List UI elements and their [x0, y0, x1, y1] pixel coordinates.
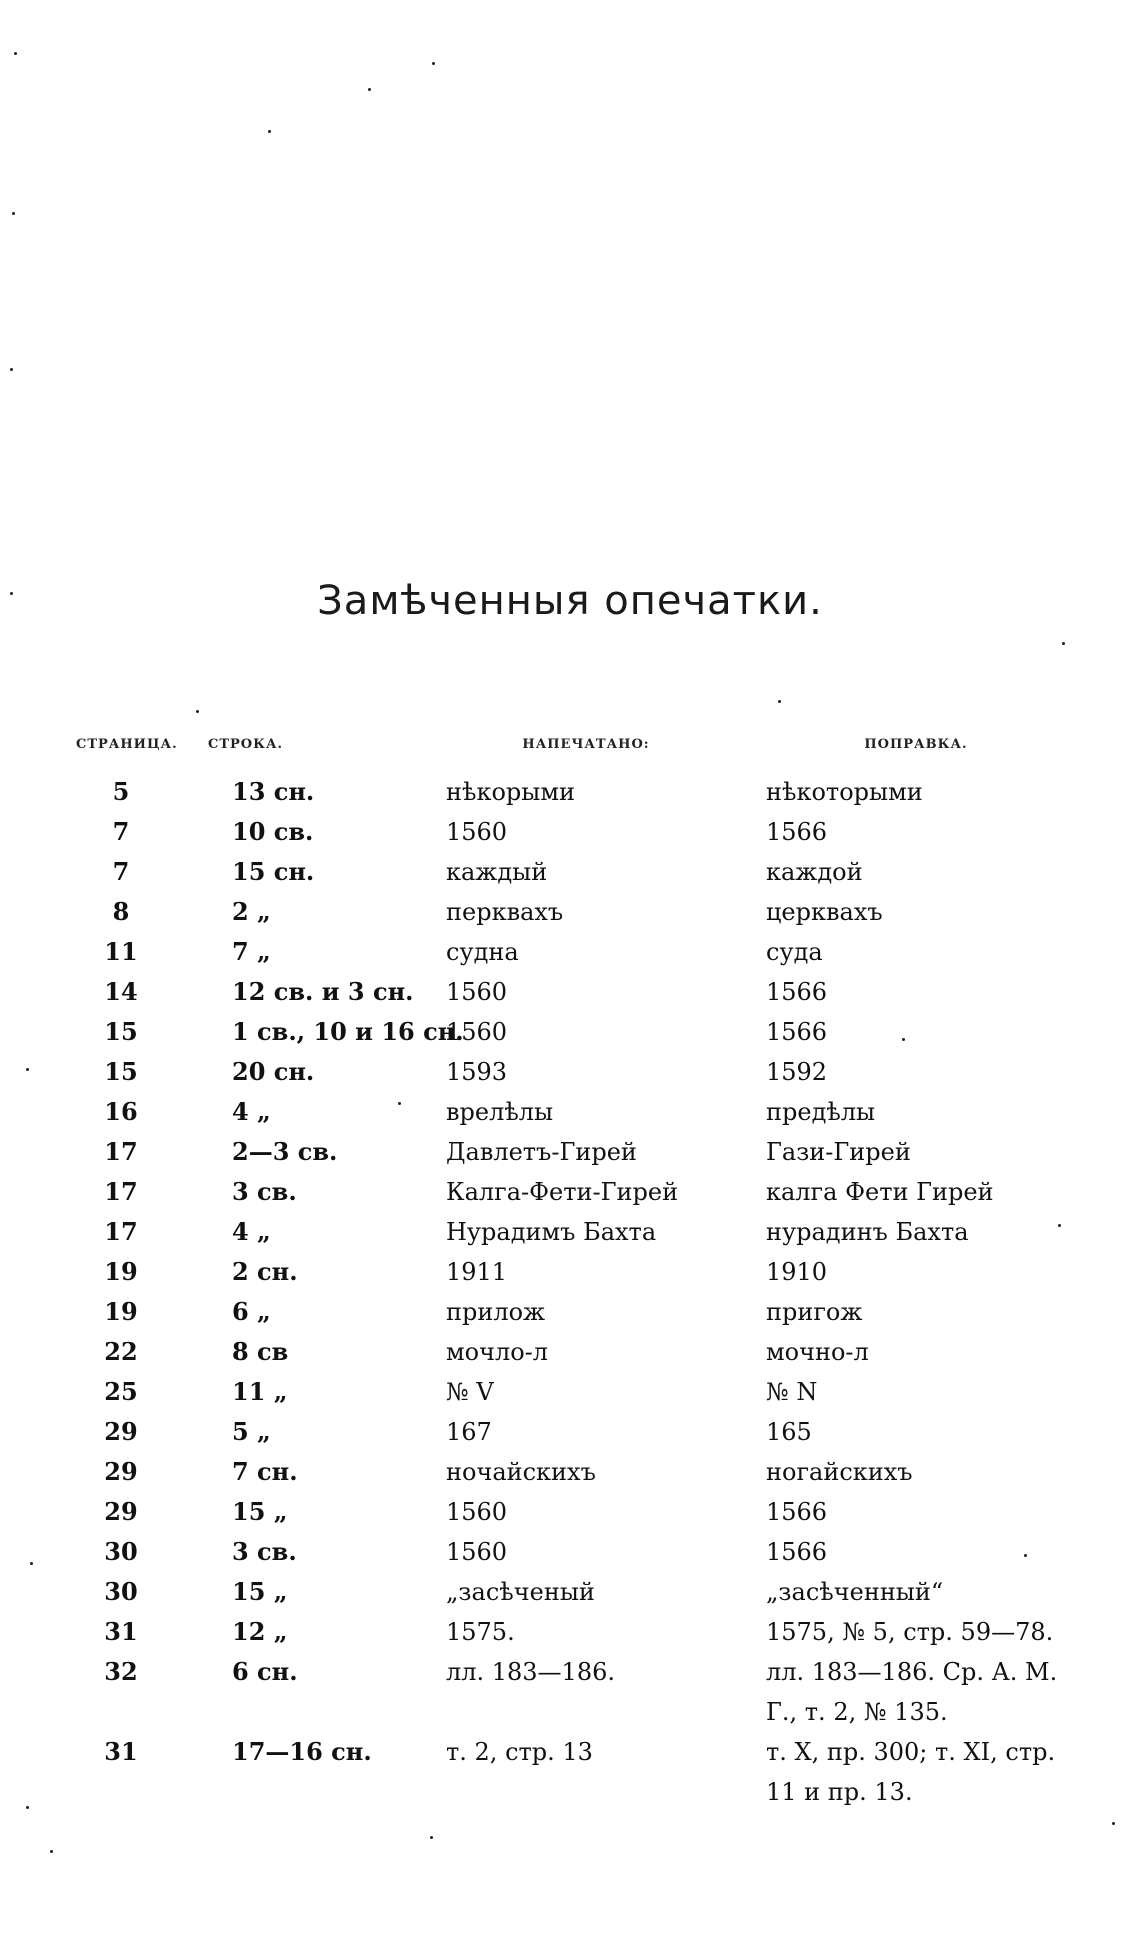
line-reference-cell: 2 „ [232, 897, 271, 926]
printed-text-cell: 1560 [446, 978, 508, 1006]
correction-text-cell: 1566 [766, 978, 828, 1006]
page-title: Замѣченныя опечатки. [317, 578, 823, 624]
line-reference-cell: 11 „ [232, 1377, 288, 1406]
page-number-cell: 11 [104, 937, 138, 966]
scan-speck [30, 1562, 33, 1565]
scan-speck [902, 1038, 905, 1041]
printed-text-cell: 1560 [446, 818, 508, 846]
correction-text-cell: каждой [766, 858, 863, 886]
line-reference-cell: 4 „ [232, 1217, 271, 1246]
scan-speck [778, 700, 781, 703]
table-row [76, 1092, 1086, 1132]
printed-text-cell: 1593 [446, 1058, 508, 1086]
line-reference-cell: 15 „ [232, 1577, 288, 1606]
line-reference-cell: 7 „ [232, 937, 271, 966]
printed-text-cell: „засѣченый [446, 1578, 595, 1606]
page-number-cell: 16 [104, 1097, 138, 1126]
printed-text-cell: Давлетъ-Гирей [446, 1138, 637, 1166]
scan-speck [398, 1102, 401, 1105]
scan-speck [12, 212, 15, 215]
printed-text-cell: лл. 183—186. [446, 1658, 615, 1686]
correction-text-cell: ногайскихъ [766, 1458, 913, 1486]
table-row [76, 772, 1086, 812]
correction-text-cell: 1910 [766, 1258, 828, 1286]
line-reference-cell: 3 св. [232, 1537, 297, 1566]
correction-text-cell: 1592 [766, 1058, 828, 1086]
correction-text-cell: 1575, № 5, стр. 59—78. [766, 1618, 1054, 1646]
page-number-cell: 29 [104, 1497, 138, 1526]
line-reference-cell: 10 св. [232, 817, 314, 846]
column-header-correction: ПОПРАВКА. [864, 737, 968, 752]
printed-text-cell: т. 2, стр. 13 [446, 1738, 593, 1766]
page-number-cell: 29 [104, 1417, 138, 1446]
page-number-cell: 25 [104, 1377, 138, 1406]
page-number-cell: 7 [112, 817, 130, 846]
printed-text-cell: 1560 [446, 1018, 508, 1046]
scan-speck [50, 1850, 53, 1853]
correction-text-cell: 1566 [766, 1498, 828, 1526]
scan-speck [26, 1068, 29, 1071]
page-number-cell: 22 [104, 1337, 138, 1366]
printed-text-cell: каждый [446, 858, 548, 886]
line-reference-cell: 13 сн. [232, 777, 315, 806]
correction-text-cell: 1566 [766, 1018, 828, 1046]
printed-text-cell: мочло-л [446, 1338, 549, 1366]
scan-speck [1062, 642, 1065, 645]
correction-text-cell: мочно-л [766, 1338, 869, 1366]
table-row [76, 1292, 1086, 1332]
correction-text-cell: т. X, пр. 300; т. XI, стр. 11 и пр. 13. [766, 1738, 1056, 1806]
page-number-cell: 15 [104, 1017, 138, 1046]
page-number-cell: 19 [104, 1257, 138, 1286]
correction-text-cell: нурадинъ Бахта [766, 1218, 969, 1246]
correction-text-cell: 1566 [766, 1538, 828, 1566]
page-number-cell: 8 [112, 897, 130, 926]
correction-text-cell: лл. 183—186. Ср. А. М. Г., т. 2, № 135. [766, 1658, 1058, 1726]
column-header-line: СТРОКА. [208, 737, 284, 752]
scan-speck [430, 1836, 433, 1839]
printed-text-cell: Нурадимъ Бахта [446, 1218, 657, 1246]
correction-text-cell: 165 [766, 1418, 812, 1446]
scan-speck [432, 62, 435, 65]
correction-text-cell: Гази-Гирей [766, 1138, 911, 1166]
printed-text-cell: 1911 [446, 1258, 508, 1286]
table-row [76, 1532, 1086, 1572]
line-reference-cell: 12 св. и 3 сн. [232, 977, 414, 1006]
table-row [76, 1332, 1086, 1372]
printed-text-cell: ночайскихъ [446, 1458, 596, 1486]
table-row [76, 852, 1086, 892]
line-reference-cell: 8 св [232, 1337, 289, 1366]
table-row [76, 1652, 1086, 1732]
page-number-cell: 15 [104, 1057, 138, 1086]
printed-text-cell: 167 [446, 1418, 492, 1446]
printed-text-cell: перквахъ [446, 898, 564, 926]
page-number-cell: 17 [104, 1177, 138, 1206]
column-header-printed: НАПЕЧАТАНО: [522, 737, 650, 752]
correction-text-cell: предѣлы [766, 1098, 876, 1126]
table-row [76, 812, 1086, 852]
line-reference-cell: 2—3 св. [232, 1137, 338, 1166]
line-reference-cell: 15 сн. [232, 857, 315, 886]
scan-speck [196, 710, 199, 713]
line-reference-cell: 6 сн. [232, 1657, 298, 1686]
line-reference-cell: 6 „ [232, 1297, 271, 1326]
line-reference-cell: 20 сн. [232, 1057, 315, 1086]
printed-text-cell: судна [446, 938, 519, 966]
table-row [76, 1252, 1086, 1292]
table-row [76, 1132, 1086, 1172]
page-number-cell: 17 [104, 1137, 138, 1166]
table-row [76, 1052, 1086, 1092]
line-reference-cell: 5 „ [232, 1417, 271, 1446]
table-row [76, 1012, 1086, 1052]
correction-text-cell: 1566 [766, 818, 828, 846]
correction-text-cell: № N [766, 1378, 818, 1406]
correction-text-cell: нѣкоторыми [766, 778, 923, 806]
line-reference-cell: 7 сн. [232, 1457, 298, 1486]
errata-body [76, 772, 1086, 1812]
printed-text-cell: Калга-Фети-Гирей [446, 1178, 679, 1206]
page-number-cell: 19 [104, 1297, 138, 1326]
correction-text-cell: суда [766, 938, 823, 966]
printed-text-cell: 1560 [446, 1498, 508, 1526]
scan-speck [268, 130, 271, 133]
table-header-row [76, 722, 1086, 772]
table-row [76, 1172, 1086, 1212]
page-number-cell: 14 [104, 977, 138, 1006]
table-row [76, 892, 1086, 932]
table-row [76, 1732, 1086, 1812]
table-row [76, 972, 1086, 1012]
line-reference-cell: 17—16 сн. [232, 1737, 372, 1766]
page-number-cell: 32 [104, 1657, 138, 1686]
page-number-cell: 31 [104, 1617, 138, 1646]
correction-text-cell: „засѣченный“ [766, 1578, 944, 1606]
page-number-cell: 29 [104, 1457, 138, 1486]
page-number-cell: 30 [104, 1537, 138, 1566]
scan-speck [1112, 1822, 1115, 1825]
correction-text-cell: церквахъ [766, 898, 883, 926]
scan-speck [368, 88, 371, 91]
page-number-cell: 5 [112, 777, 130, 806]
table-row [76, 1572, 1086, 1612]
printed-text-cell: 1575. [446, 1618, 515, 1646]
printed-text-cell: нѣкорыми [446, 778, 576, 806]
correction-text-cell: пригож [766, 1298, 863, 1326]
scan-speck [1058, 1224, 1061, 1227]
line-reference-cell: 15 „ [232, 1497, 288, 1526]
scan-speck [14, 52, 17, 55]
table-row [76, 932, 1086, 972]
line-reference-cell: 4 „ [232, 1097, 271, 1126]
printed-text-cell: врелѣлы [446, 1098, 554, 1126]
scan-speck [1024, 1554, 1027, 1557]
table-row [76, 1412, 1086, 1452]
scan-speck [26, 1806, 29, 1809]
table-row [76, 1452, 1086, 1492]
table-row [76, 1372, 1086, 1412]
table-row [76, 1212, 1086, 1252]
line-reference-cell: 12 „ [232, 1617, 288, 1646]
table-row [76, 1612, 1086, 1652]
scan-speck [10, 368, 13, 371]
line-reference-cell: 1 св., 10 и 16 сн. [232, 1017, 464, 1046]
page-number-cell: 30 [104, 1577, 138, 1606]
line-reference-cell: 3 св. [232, 1177, 297, 1206]
printed-text-cell: № V [446, 1378, 494, 1406]
page-number-cell: 17 [104, 1217, 138, 1246]
printed-text-cell: 1560 [446, 1538, 508, 1566]
page-number-cell: 7 [112, 857, 130, 886]
errata-table [76, 722, 1086, 1812]
table-row [76, 1492, 1086, 1532]
column-header-page: СТРАНИЦА. [76, 737, 178, 752]
line-reference-cell: 2 сн. [232, 1257, 298, 1286]
page-number-cell: 31 [104, 1737, 138, 1766]
printed-text-cell: прилож [446, 1298, 546, 1326]
scan-speck [10, 592, 13, 595]
correction-text-cell: калга Фети Гирей [766, 1178, 994, 1206]
